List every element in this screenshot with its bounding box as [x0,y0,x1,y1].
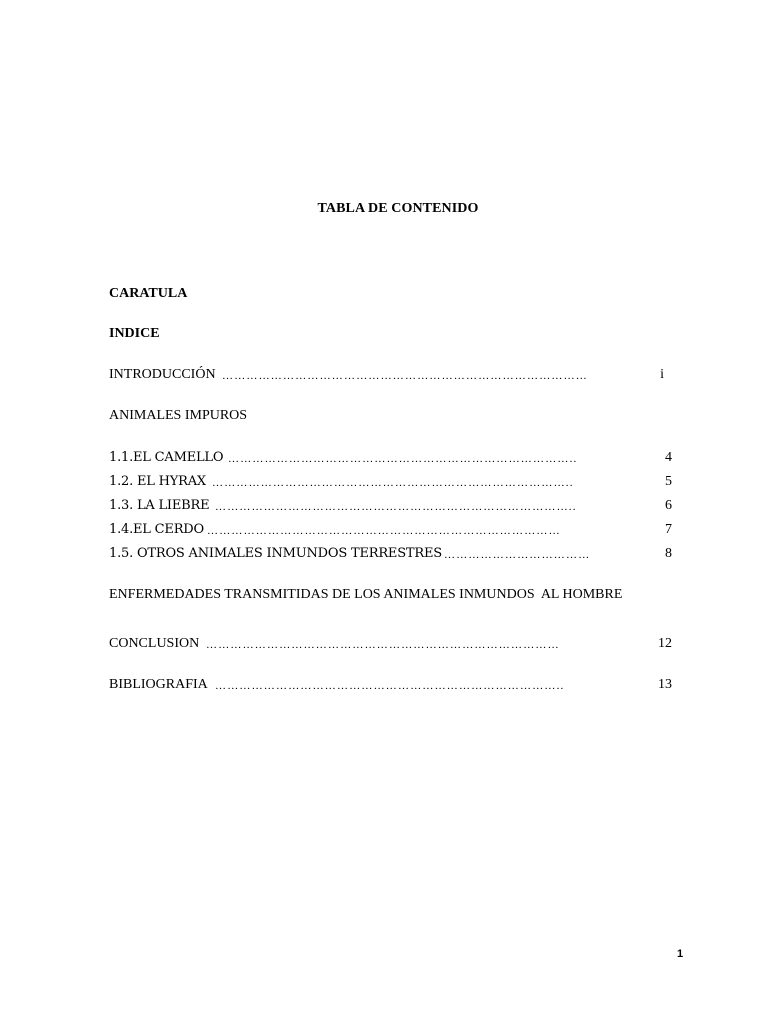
toc-entry-conclusion [109,636,672,654]
toc-leader-dots: ……………………………………………………………………………… [222,370,588,382]
toc-entry-page: 4 [665,450,672,465]
toc-leader-dots: …………………………………………………………………………… [206,639,560,651]
toc-entry-page: 6 [665,498,672,513]
toc-entry-introduccion [109,367,672,385]
heading-indice: INDICE [109,326,160,341]
toc-entry-page: 12 [658,636,672,651]
toc-entry-page: 13 [658,677,672,692]
toc-entry-item [109,546,672,564]
toc-entry-page: 8 [665,546,672,561]
page-number: 1 [677,948,684,960]
toc-entry-label: 1.3. LA LIEBRE [109,498,210,513]
toc-entry-label: 1.5. OTROS ANIMALES INMUNDOS TERRESTRES [109,546,442,561]
toc-entry-label: 1.1.EL CAMELLO [109,450,224,465]
heading-enfermedades: ENFERMEDADES TRANSMITIDAS DE LOS ANIMALES INMUNDOS AL HOMBRE [109,587,623,602]
toc-entry-page: 7 [665,522,672,537]
heading-caratula: CARATULA [109,286,188,301]
toc-leader-dots: …………………………………………………………………………….. [212,477,574,489]
toc-entry-bibliografia [109,677,672,695]
toc-entry-page: i [660,367,664,382]
toc-leader-dots: …………………………………………………………………………… [207,525,561,537]
toc-entry-label: INTRODUCCIÓN [109,367,216,382]
toc-entry-item [109,474,672,492]
toc-leader-dots: ………………………………………………………………………….. [215,680,565,692]
toc-entry-label: BIBLIOGRAFIA [109,677,208,692]
page-title: TABLA DE CONTENIDO [317,201,479,216]
toc-entry-item [109,450,672,468]
toc-entry-page: 5 [665,474,672,489]
toc-entry-item [109,498,672,516]
heading-animales-impuros: ANIMALES IMPUROS [109,408,248,423]
toc-entry-label: 1.2. EL HYRAX [109,474,206,489]
toc-entry-item [109,522,672,540]
toc-entry-label: 1.4.EL CERDO [109,522,204,537]
toc-entry-label: CONCLUSION [109,636,200,651]
toc-leader-dots: ……………………………… [444,549,591,561]
toc-leader-dots: ………………………………………………………………………….. [228,453,578,465]
toc-leader-dots: …………………………………………………………………………….. [215,501,577,513]
